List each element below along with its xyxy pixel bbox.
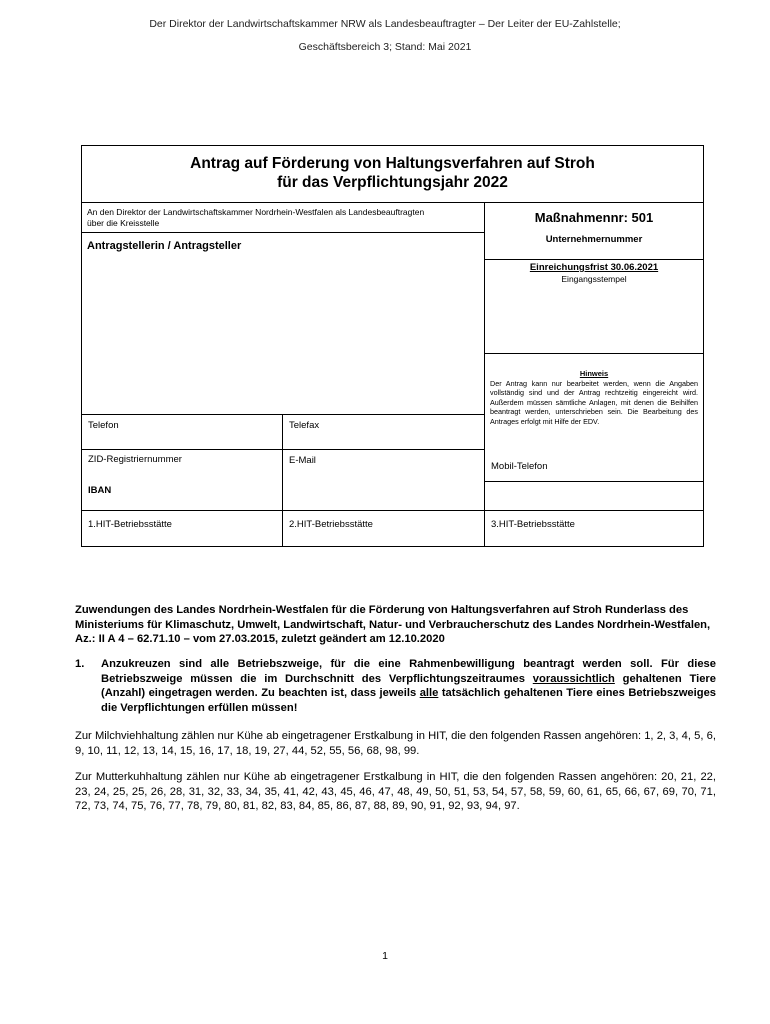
point-1-number: 1. [75, 658, 85, 670]
divider [282, 414, 283, 547]
hit3-label: 3.HIT-Betriebsstätte [491, 519, 575, 530]
header-line-2: Geschäftsbereich 3; Stand: Mai 2021 [298, 41, 472, 53]
point-1-text-b: gehaltenen Tiere (Anzahl) eingetragen werden. Zu beachten ist, dass jeweils [101, 672, 716, 700]
milk-paragraph: Zur Milchviehhaltung zählen nur Kühe ab eingetragener Erstkalbung in HIT, die den folgenden Rassen angehören: 1, 2, 3, 4, 5, 6, 9, 10, 11, 12, 13, 14, 15, 16, 17, 18, 19, 27, 44, 52, 55, 56, 68, 98, 99. [75, 730, 716, 757]
hit1-label: 1.HIT-Betriebsstätte [88, 519, 172, 530]
divider [484, 353, 703, 354]
form-title [82, 154, 703, 192]
point-1 [75, 657, 716, 715]
point-1-text-c: tatsächlich gehaltenen Tiere eines Betriebszweiges die Verpflichtungen erfüllen müssen! [101, 687, 717, 714]
page-number: 1 [382, 950, 388, 962]
point-1-text [101, 657, 716, 715]
iban-label: IBAN [88, 485, 112, 496]
divider [82, 449, 484, 450]
divider [484, 259, 703, 260]
stamp-label: Eingangsstempel [561, 274, 627, 284]
massnahme-number: Maßnahmennr: 501 [534, 210, 654, 225]
deadline-text: Einreichungsfrist 30.06.2021 [529, 262, 659, 273]
divider [82, 414, 484, 415]
form-title-line-2: für das Verpflichtungsjahr 2022 [277, 174, 508, 191]
point-1-underline-2: alle [419, 687, 439, 700]
divider [82, 202, 703, 203]
point-1-text-a: Anzukreuzen sind alle Betriebszweige, für die eine Rahmenbewilligung beantragt werden soll. Für diese Betriebszweige müssen die im Durchschnitt des Verpflichtungszeitraumes [101, 658, 716, 685]
telefon-label: Telefon [88, 420, 119, 431]
email-label: E-Mail [289, 455, 316, 466]
telefax-label: Telefax [289, 420, 320, 431]
applicant-label: Antragstellerin / Antragsteller [87, 240, 242, 252]
application-form [81, 145, 704, 547]
zid-label: ZID-Registriernummer [88, 454, 182, 465]
hit2-label: 2.HIT-Betriebsstätte [289, 519, 373, 530]
header-line-1: Der Direktor der Landwirtschaftskammer NRW als Landesbeauftragter – Der Leiter der EU-Zahlstelle; [149, 18, 621, 30]
mutter-paragraph: Zur Mutterkuhhaltung zählen nur Kühe ab eingetragener Erstkalbung in HIT, die den folgenden Rassen angehören: 20, 21, 22, 23, 24, 25, 25, 26, 28, 31, 32, 33, 34, 35, 41, 42, 43, 45, 46, 47, 48, 49, 50, 51, 53, 54, 57, 58, 59, 60, 61, 65, 66, 67, 69, 70, 71, 72, 73, 74, 75, 76, 77, 78, 79, 80, 81, 82, 83, 84, 85, 86, 87, 88, 89, 90, 91, 92, 93, 94, 97. [75, 771, 716, 813]
hinweis-text: Der Antrag kann nur bearbeitet werden, wenn die Angaben vollständig sind und der Antrag rechtzeitig eingereicht wird. Außerdem müssen sämtliche Anlagen, mit denen die Beihilfen beantragt werden, unterschrieben sein. Die Bearbeitung des Antrages erfolgt mit Hilfe der EDV. [490, 379, 698, 426]
mobil-label: Mobil-Telefon [491, 461, 548, 472]
hinweis-title: Hinweis [579, 369, 609, 378]
intro-paragraph: Zuwendungen des Landes Nordrhein-Westfalen für die Förderung von Haltungsverfahren auf Stroh Runderlass des Ministeriums für Klimaschutz, Umwelt, Landwirtschaft, Natur- und Verbraucherschutz des Landes Nordrhein-Westfalen, Az.: II A 4 – 62.71.10 – vom 27.03.2015, zuletzt geändert am 12.10.2020 [75, 604, 711, 646]
divider [82, 510, 703, 511]
unternehmer-label: Unternehmernummer [545, 234, 643, 245]
form-title-line-1: Antrag auf Förderung von Haltungsverfahren auf Stroh [190, 155, 595, 172]
applicant-field[interactable] [82, 233, 484, 413]
addressee-text: An den Direktor der Landwirtschaftskammer Nordrhein-Westfalen als Landesbeauftragten über die Kreisstelle [87, 207, 425, 228]
divider [484, 481, 703, 482]
point-1-underline-1: voraussichtlich [532, 672, 615, 685]
